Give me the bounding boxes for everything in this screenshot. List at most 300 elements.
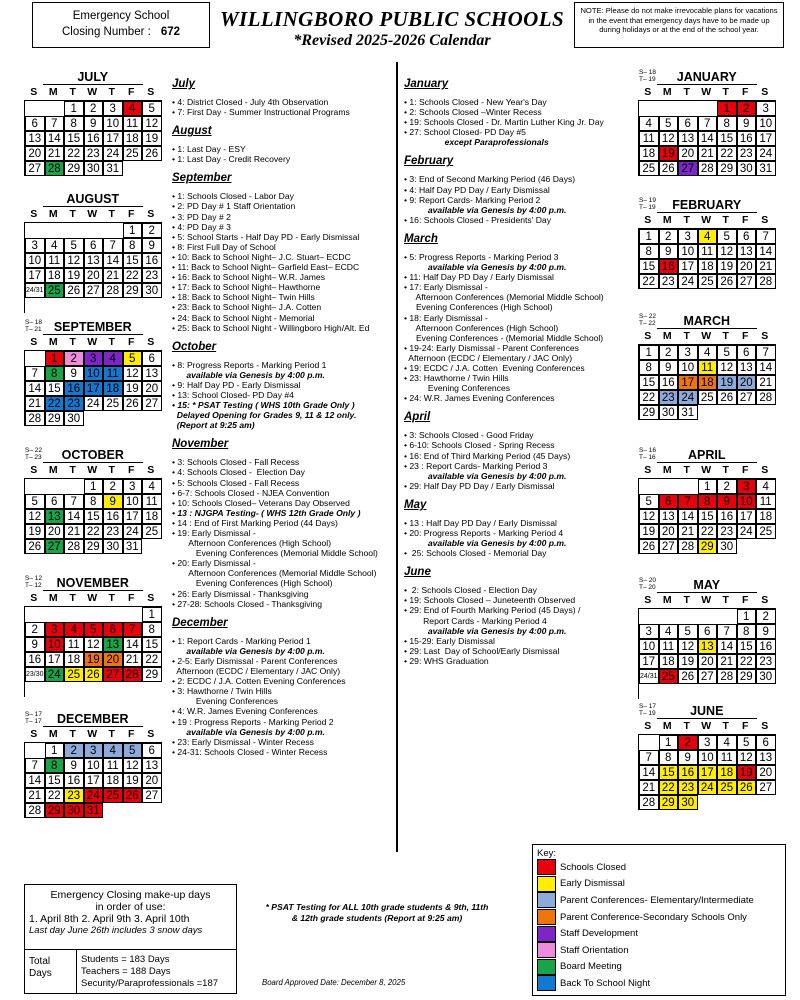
day-cell: 21 [756, 375, 776, 390]
pink-swatch [537, 942, 556, 958]
empty-day-cell [45, 101, 65, 116]
day-cell: 26 [64, 283, 84, 298]
day-cell: 6 [698, 624, 718, 639]
calendar-week [639, 639, 776, 654]
day-cell: 25 [717, 780, 737, 795]
page-title: WILLINGBORO PUBLIC SCHOOLS [219, 7, 565, 31]
month-header [638, 70, 776, 85]
day-cell: 22 [84, 524, 104, 539]
month-name: FEBRUARY [657, 198, 757, 213]
day-cell: 7 [123, 622, 143, 637]
day-cell: 27 [142, 788, 162, 803]
day-cell: 27 [756, 780, 776, 795]
day-cell: 18 [698, 375, 718, 390]
event-item: • 27-28: Schools Closed - Thanksgiving [172, 598, 322, 609]
day-cell: 19 [84, 652, 104, 667]
day-cell: 7 [64, 494, 84, 509]
day-cell: 18 [45, 268, 65, 283]
day-cell: 28 [64, 539, 84, 554]
day-cell: 13 [142, 366, 162, 381]
day-cell: 2 [756, 609, 776, 624]
day-of-week-label: F [128, 208, 135, 220]
day-of-week-label: S [30, 592, 38, 604]
student-teacher-count: S– 12 T– 12 [25, 575, 42, 589]
event-item: • 13 : NJGPA Testing- ( WHS 12th Grade Only ) [172, 507, 361, 518]
day-cell: 18 [698, 259, 718, 274]
day-cell: 30 [142, 283, 162, 298]
calendar-week [25, 268, 162, 283]
event-item: • 11: Half Day PD Day / Early Dismissal [404, 272, 554, 283]
event-item: • 2: Schools Closed - Election Day [404, 585, 537, 596]
events-column-right [404, 78, 636, 666]
calendar-grid [638, 478, 776, 554]
day-cell: 15 [84, 509, 104, 524]
day-cell: 11 [142, 494, 162, 509]
event-item: • 19-24: Early Dismissal - Parent Conferences [404, 342, 579, 353]
day-cell: 1 [639, 345, 659, 360]
day-of-week-label: M [662, 464, 672, 476]
calendar-week [25, 667, 162, 682]
calendar-week [639, 101, 776, 116]
event-item: • 23 : Report Cards- Marking Period 3 [404, 460, 548, 471]
empty-day-cell [25, 479, 45, 494]
day-cell: 21 [678, 524, 698, 539]
calendar-week [25, 411, 162, 426]
makeup-last-day: Last day June 26th includes 3 snow days [29, 925, 203, 936]
calendar-week [639, 229, 776, 244]
day-cell: 30 [678, 795, 698, 810]
event-item: • 18: Early Dismissal - [404, 312, 488, 323]
empty-day-cell [103, 411, 123, 426]
day-cell: 1 [45, 351, 65, 366]
day-cell: 30 [64, 803, 84, 818]
day-cell: 23 [756, 654, 776, 669]
vacation-note: NOTE: Please do not make irrevocable plans for vacations in the event that emergency days have to be made up during holidays or at the end of the school year. [574, 2, 784, 48]
event-item: • 16: Schools Closed - Presidents' Day [404, 214, 551, 225]
day-cell: 28 [45, 161, 65, 176]
event-item: • 25: Back to School Night - Willingboro High/Alt. Ed [172, 322, 370, 333]
empty-day-cell [659, 609, 679, 624]
event-item: • 29: WHS Graduation [404, 655, 489, 666]
day-cell: 8 [142, 622, 162, 637]
day-cell: 3 [737, 479, 757, 494]
day-cell: 26 [717, 274, 737, 289]
day-of-week-label: T [108, 336, 115, 348]
event-item: • 24: W.R. James Evening Conferences [404, 393, 555, 404]
key-label: Staff Development [560, 928, 638, 940]
makeup-title-2: in order of use: [95, 901, 166, 913]
event-item: Afternoon Conferences (Memorial Middle School) [172, 568, 377, 579]
day-cell: 22 [639, 390, 659, 405]
day-cell: 25 [698, 274, 718, 289]
day-cell: 20 [756, 765, 776, 780]
calendar-week [639, 345, 776, 360]
calendar-february [638, 198, 776, 289]
day-of-week-row [24, 727, 162, 742]
day-of-week-row [638, 85, 776, 100]
empty-day-cell [64, 682, 84, 697]
day-cell: 3 [678, 229, 698, 244]
calendar-november [24, 576, 162, 700]
day-of-week-label: S [147, 464, 155, 476]
event-item: • 16: End of Third Marking Period (45 Days) [404, 450, 571, 461]
total-days-label [25, 950, 77, 994]
calendar-week [639, 494, 776, 509]
day-cell: 20 [678, 146, 698, 161]
event-item: • 24-31: Schools Closed - Winter Recess [172, 746, 328, 757]
day-cell: 2 [659, 345, 679, 360]
day-cell: 17 [123, 509, 143, 524]
calendar-week [25, 637, 162, 652]
day-cell: 20 [45, 524, 65, 539]
day-of-week-label: T [683, 464, 690, 476]
calendar-grid [24, 478, 162, 554]
day-of-week-label: T [722, 86, 729, 98]
day-of-week-label: S [761, 214, 769, 226]
day-of-week-label: S [147, 728, 155, 740]
day-of-week-label: W [87, 592, 98, 604]
day-cell: 5 [123, 351, 143, 366]
calendar-week [25, 161, 162, 176]
day-cell: 9 [64, 758, 84, 773]
day-cell: 14 [45, 131, 65, 146]
day-of-week-label: M [662, 594, 672, 606]
empty-day-cell [142, 161, 162, 176]
calendar-week [639, 479, 776, 494]
day-cell: 5 [659, 116, 679, 131]
day-cell: 16 [659, 259, 679, 274]
day-cell: 3 [123, 479, 143, 494]
calendar-week [639, 259, 776, 274]
day-cell: 19 [142, 131, 162, 146]
day-cell: 10 [84, 366, 104, 381]
event-item: • 8: Progress Reports - Marking Period 1 [172, 359, 327, 370]
closing-label-2: Closing Number : [61, 26, 151, 38]
day-cell: 17 [698, 765, 718, 780]
event-item: • 16: Back to School Night– W.R. James [172, 272, 325, 283]
day-cell: 2 [142, 223, 162, 238]
day-of-week-label: W [701, 330, 712, 342]
orange-swatch [537, 909, 556, 925]
day-of-week-row [24, 463, 162, 478]
empty-day-cell [45, 298, 65, 313]
empty-day-cell [639, 735, 659, 750]
calendar-september [24, 320, 162, 426]
student-teacher-count: S– 19 T– 19 [639, 197, 656, 211]
day-cell: 28 [756, 274, 776, 289]
day-cell: 20 [142, 381, 162, 396]
closing-number: 672 [160, 26, 181, 38]
empty-day-cell [698, 795, 718, 810]
key-item [537, 859, 781, 876]
day-cell: 8 [639, 244, 659, 259]
event-item: Evening Conferences [172, 696, 279, 707]
day-cell: 26 [639, 539, 659, 554]
calendar-week [639, 609, 776, 624]
month-header [638, 704, 776, 719]
empty-day-cell [717, 405, 737, 420]
calendar-week [639, 539, 776, 554]
day-cell: 13 [756, 750, 776, 765]
empty-day-cell [64, 607, 84, 622]
day-cell: 24/31 [639, 669, 659, 684]
calendar-week [639, 654, 776, 669]
day-of-week-label: S [147, 86, 155, 98]
day-cell: 24 [84, 788, 104, 803]
day-cell: 31 [123, 539, 143, 554]
day-cell: 24 [756, 146, 776, 161]
day-cell: 16 [717, 509, 737, 524]
day-cell: 27 [737, 274, 757, 289]
day-cell: 11 [45, 253, 65, 268]
day-cell: 23 [103, 524, 123, 539]
event-item: (Report at 9:25 am) [172, 420, 255, 431]
day-of-week-label: T [69, 208, 76, 220]
blue-swatch [537, 975, 556, 991]
day-cell: 20 [737, 259, 757, 274]
empty-day-cell [25, 101, 45, 116]
calendar-week [639, 116, 776, 131]
day-of-week-label: M [662, 330, 672, 342]
event-item: • 2-5: Early Dismissal - Parent Conferences [172, 655, 338, 666]
day-cell: 1 [84, 479, 104, 494]
calendar-week [25, 622, 162, 637]
empty-day-cell [103, 803, 123, 818]
event-item: • 8: First Full Day of School [172, 241, 276, 252]
day-cell: 9 [64, 366, 84, 381]
empty-day-cell [25, 351, 45, 366]
key-item [537, 892, 781, 909]
day-of-week-row [638, 719, 776, 734]
day-cell: 25 [756, 524, 776, 539]
day-cell: 29 [45, 803, 65, 818]
day-of-week-label: M [662, 214, 672, 226]
event-item: Evening Conferences [404, 383, 511, 394]
month-heading: June [404, 566, 431, 579]
event-item: • 20: Early Dismissal - [172, 558, 256, 569]
empty-day-cell [142, 682, 162, 697]
day-of-week-label: M [48, 728, 58, 740]
day-cell: 28 [103, 283, 123, 298]
day-cell: 15 [639, 259, 659, 274]
day-cell: 20 [659, 524, 679, 539]
day-cell: 10 [25, 253, 45, 268]
empty-day-cell [737, 795, 757, 810]
calendar-week [25, 607, 162, 622]
day-cell: 19 [123, 773, 143, 788]
event-item: • 19 : Progress Reports - Marking Period 2 [172, 716, 334, 727]
empty-day-cell [717, 609, 737, 624]
day-cell: 9 [659, 244, 679, 259]
day-of-week-label: S [644, 214, 652, 226]
page-title-block [214, 7, 570, 50]
empty-day-cell [123, 803, 143, 818]
day-of-week-label: F [128, 336, 135, 348]
event-item: • 23: Back to School Night– J.A. Cotten [172, 302, 322, 313]
day-of-week-label: T [683, 86, 690, 98]
day-cell: 3 [84, 351, 104, 366]
day-cell: 9 [659, 360, 679, 375]
month-name: OCTOBER [43, 448, 143, 463]
total-days-values [77, 950, 218, 994]
day-cell: 17 [639, 654, 659, 669]
day-cell: 21 [64, 524, 84, 539]
month-heading: August [172, 125, 212, 138]
day-cell: 10 [45, 637, 65, 652]
day-cell: 1 [659, 735, 679, 750]
day-cell: 15 [64, 131, 84, 146]
event-item: available via Genesis by 4:00 p.m. [404, 538, 567, 549]
day-of-week-label: F [742, 86, 749, 98]
day-of-week-label: S [644, 594, 652, 606]
calendar-week [25, 758, 162, 773]
day-cell: 11 [698, 360, 718, 375]
day-cell: 13 [25, 131, 45, 146]
calendar-may [638, 578, 776, 702]
calendar-week [25, 803, 162, 818]
month-name: JANUARY [657, 70, 757, 85]
day-of-week-label: W [87, 464, 98, 476]
event-item: • 18: Back to School Night– Twin Hills [172, 292, 315, 303]
month-name: SEPTEMBER [43, 320, 143, 335]
day-cell: 17 [737, 509, 757, 524]
day-cell: 18 [659, 654, 679, 669]
day-cell: 20 [142, 773, 162, 788]
day-cell: 17 [678, 259, 698, 274]
students-days: Students = 183 Days [81, 954, 170, 965]
calendar-week [639, 274, 776, 289]
day-cell: 20 [25, 146, 45, 161]
day-of-week-label: T [722, 720, 729, 732]
day-cell: 11 [717, 750, 737, 765]
day-cell: 30 [659, 405, 679, 420]
key-label: Early Dismissal [560, 878, 625, 890]
day-cell: 21 [123, 652, 143, 667]
month-name: AUGUST [43, 192, 143, 207]
day-cell: 23 [659, 274, 679, 289]
day-cell: 17 [103, 131, 123, 146]
event-item: available via Genesis by 4:00 p.m. [172, 645, 325, 656]
day-cell: 1 [142, 607, 162, 622]
event-item: • 24: Back to School Night - Memorial [172, 312, 315, 323]
day-of-week-label: W [701, 720, 712, 732]
day-cell: 7 [25, 366, 45, 381]
day-of-week-label: S [761, 86, 769, 98]
day-cell: 7 [639, 750, 659, 765]
key-label: Staff Orientation [560, 944, 629, 956]
day-cell: 9 [25, 637, 45, 652]
event-item: • 1: Last Day - ESY [172, 144, 246, 155]
event-item: • 13: School Closed- PD Day #4 [172, 389, 294, 400]
student-teacher-count: S– 17 T– 19 [639, 703, 656, 717]
day-of-week-row [24, 85, 162, 100]
day-cell: 24 [698, 780, 718, 795]
empty-day-cell [756, 405, 776, 420]
event-item: • 29: End of Fourth Marking Period (45 Days) / [404, 605, 581, 616]
calendar-august [24, 192, 162, 316]
page-subtitle: *Revised 2025-2026 Calendar [293, 32, 491, 49]
event-item: • 4: Schools Closed - Election Day [172, 467, 305, 478]
day-cell: 16 [756, 639, 776, 654]
day-cell: 6 [142, 743, 162, 758]
day-cell: 28 [717, 669, 737, 684]
calendar-week [25, 396, 162, 411]
day-of-week-label: T [108, 464, 115, 476]
day-of-week-label: F [128, 728, 135, 740]
day-cell: 8 [84, 494, 104, 509]
day-cell: 23 [737, 146, 757, 161]
calendar-grid [24, 742, 162, 818]
day-of-week-label: T [108, 592, 115, 604]
calendar-october [24, 448, 162, 554]
day-of-week-label: S [761, 594, 769, 606]
day-of-week-label: F [128, 86, 135, 98]
day-of-week-label: S [761, 464, 769, 476]
day-of-week-label: W [87, 86, 98, 98]
calendar-grid [638, 734, 776, 810]
month-heading: March [404, 232, 438, 245]
day-cell: 3 [698, 735, 718, 750]
calendar-july [24, 70, 162, 176]
day-cell: 13 [45, 509, 65, 524]
event-item: • 14 : End of First Marking Period (44 Days) [172, 517, 338, 528]
day-of-week-label: W [87, 728, 98, 740]
day-cell: 19 [678, 654, 698, 669]
student-teacher-count: S– 17 T– 17 [25, 711, 42, 725]
day-of-week-label: T [722, 464, 729, 476]
event-item: • 10: Schools Closed– Veterans Day Observed [172, 497, 350, 508]
day-cell: 4 [659, 624, 679, 639]
day-cell: 2 [64, 351, 84, 366]
calendar-june [638, 704, 776, 810]
day-cell: 19 [25, 524, 45, 539]
event-item: • 5: Progress Reports - Marking Period 3 [404, 251, 559, 262]
day-cell: 29 [717, 161, 737, 176]
day-cell: 2 [737, 101, 757, 116]
key-label: Schools Closed [560, 861, 627, 873]
day-cell: 27 [103, 667, 123, 682]
day-cell: 9 [678, 750, 698, 765]
day-cell: 12 [25, 509, 45, 524]
day-cell: 26 [142, 146, 162, 161]
day-cell: 27 [678, 161, 698, 176]
event-item: available via Genesis by 4:00 p.m. [404, 204, 567, 215]
day-cell: 12 [84, 637, 104, 652]
day-cell: 17 [84, 773, 104, 788]
day-cell: 26 [678, 669, 698, 684]
calendar-week [25, 223, 162, 238]
day-of-week-label: W [701, 464, 712, 476]
event-item: • 4: District Closed - July 4th Observation [172, 97, 329, 107]
month-heading: January [404, 78, 449, 90]
calendar-week [25, 351, 162, 366]
day-cell: 7 [756, 345, 776, 360]
emergency-makeup-box [24, 884, 237, 994]
psat-note: * PSAT Testing for ALL 10th grade students & 9th, 11th & 12th grade students (Report at 9:25 am) [265, 902, 489, 923]
day-of-week-label: M [48, 336, 58, 348]
calendar-week [25, 298, 162, 313]
day-cell: 6 [25, 116, 45, 131]
empty-day-cell [737, 405, 757, 420]
day-cell: 25 [142, 524, 162, 539]
calendar-week [639, 765, 776, 780]
empty-day-cell [737, 684, 757, 699]
calendar-week [25, 773, 162, 788]
month-heading: July [172, 78, 196, 90]
yellow-swatch [537, 876, 556, 892]
day-cell: 4 [142, 479, 162, 494]
day-cell: 31 [756, 161, 776, 176]
